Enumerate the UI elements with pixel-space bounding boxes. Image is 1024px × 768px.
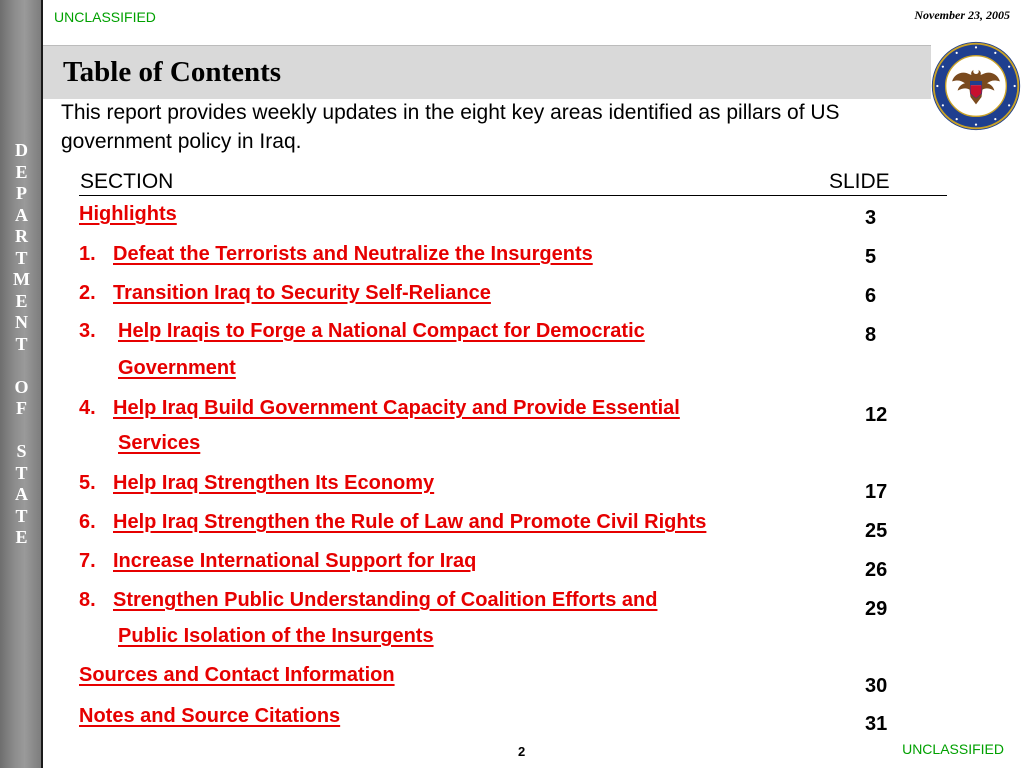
toc-item-number: 2. — [79, 282, 96, 304]
classification-top: UNCLASSIFIED — [54, 9, 156, 25]
toc-item-number: 5. — [79, 472, 96, 494]
side-letter: E — [15, 161, 28, 182]
side-letter: A — [15, 484, 28, 504]
side-gap — [0, 420, 43, 442]
toc-slide-number: 31 — [865, 713, 888, 735]
side-letter: E — [15, 527, 28, 547]
toc-link-notes-citations[interactable]: Notes and Source Citations — [79, 705, 341, 727]
side-letter: D — [15, 140, 28, 160]
toc-link-highlights[interactable]: Highlights — [79, 203, 177, 225]
toc-slide-number: 25 — [865, 520, 888, 542]
side-letter: E — [15, 290, 28, 311]
toc-link-economy[interactable]: Help Iraq Strengthen Its Economy — [113, 472, 435, 494]
toc-slide-number: 30 — [865, 675, 888, 697]
toc-slide-number: 12 — [865, 404, 888, 426]
side-letter: T — [15, 505, 28, 526]
toc-item-number: 8. — [79, 589, 96, 611]
toc-item-number: 1. — [79, 243, 96, 265]
toc-link-security-self-reliance[interactable]: Transition Iraq to Security Self-Reliance — [113, 282, 491, 304]
toc-slide-number: 17 — [865, 481, 888, 503]
toc-link-rule-of-law[interactable]: Help Iraq Strengthen the Rule of Law and Promote Civil Rights — [113, 511, 707, 533]
column-header-section: SECTION — [80, 170, 174, 193]
toc-slide-number: 8 — [865, 324, 877, 346]
toc-link-national-compact-line2[interactable]: Government — [118, 357, 236, 379]
toc-link-national-compact[interactable]: Help Iraqis to Forge a National Compact for Democratic — [118, 320, 645, 342]
toc-link-public-understanding-line2[interactable]: Public Isolation of the Insurgents — [118, 625, 434, 647]
toc-item-number: 3. — [79, 320, 96, 342]
page-title: Table of Contents — [63, 56, 282, 88]
column-header-slide: SLIDE — [829, 170, 890, 193]
side-letter: P — [16, 183, 27, 203]
toc-link-sources-contact[interactable]: Sources and Contact Information — [79, 664, 395, 686]
toc-link-government-capacity[interactable]: Help Iraq Build Government Capacity and Provide Essential — [113, 397, 680, 419]
side-letter: O — [14, 376, 29, 397]
report-date: November 23, 2005 — [914, 8, 1010, 22]
classification-bottom: UNCLASSIFIED — [902, 741, 1004, 757]
side-letter: T — [15, 462, 28, 483]
toc-slide-number: 3 — [865, 207, 877, 229]
side-letter: A — [15, 204, 28, 225]
toc-link-international-support[interactable]: Increase International Support for Iraq — [113, 550, 477, 572]
side-band — [0, 0, 43, 768]
side-letter: S — [16, 441, 27, 461]
side-letter: T — [15, 333, 28, 354]
toc-link-public-understanding[interactable]: Strengthen Public Understanding of Coalition Efforts and — [113, 589, 658, 611]
side-letter: R — [15, 226, 28, 246]
toc-slide-number: 5 — [865, 246, 877, 268]
toc-item-number: 6. — [79, 511, 96, 533]
side-gap — [0, 355, 43, 377]
title-bar — [43, 45, 931, 99]
department-of-state-vertical — [0, 140, 43, 549]
toc-item-number: 7. — [79, 550, 96, 572]
page-number: 2 — [518, 744, 526, 759]
side-letter: M — [13, 269, 30, 289]
header-divider — [79, 195, 947, 196]
toc-link-government-capacity-line2[interactable]: Services — [118, 432, 201, 454]
side-letter: N — [15, 312, 28, 332]
side-letter: T — [15, 247, 28, 268]
toc-slide-number: 6 — [865, 285, 877, 307]
toc-slide-number: 26 — [865, 559, 888, 581]
toc-link-defeat-terrorists[interactable]: Defeat the Terrorists and Neutralize the Insurgents — [113, 243, 593, 265]
intro-paragraph: This report provides weekly updates in the eight key areas identified as pillars of US government policy in Iraq. — [61, 101, 840, 153]
side-letter: F — [16, 398, 27, 418]
toc-slide-number: 29 — [865, 598, 888, 620]
toc-item-number: 4. — [79, 397, 96, 419]
